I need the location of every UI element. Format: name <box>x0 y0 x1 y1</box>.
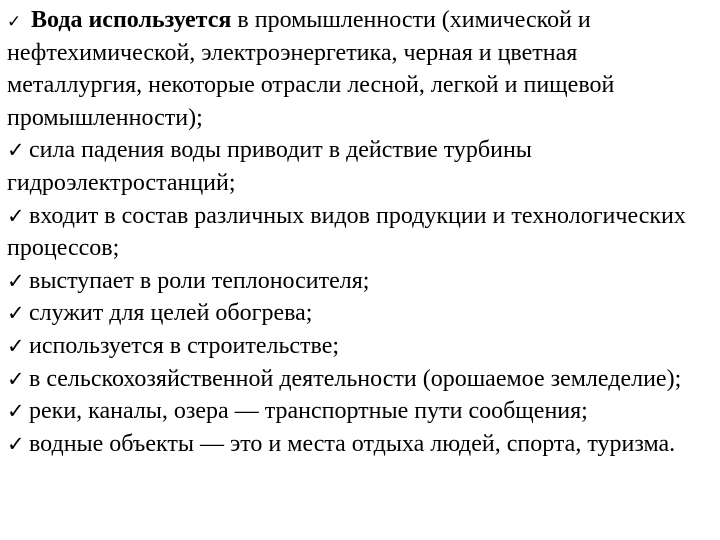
list-item <box>7 363 712 396</box>
list-item <box>7 395 712 428</box>
checkmark-icon: ✓ <box>7 12 22 32</box>
item-text: в сельскохозяйственной деятельности (орошаемое земледелие); <box>29 365 682 392</box>
checkmark-icon: ✓ <box>7 366 25 391</box>
list-item <box>7 134 712 199</box>
checkmark-icon: ✓ <box>7 203 25 228</box>
checkmark-icon: ✓ <box>7 399 25 424</box>
checkmark-icon: ✓ <box>7 333 25 358</box>
list-item <box>7 4 712 134</box>
list-item <box>7 330 712 363</box>
list-item <box>7 428 712 461</box>
checkmark-icon: ✓ <box>7 268 25 293</box>
checkmark-icon: ✓ <box>7 301 25 326</box>
list-item <box>7 265 712 298</box>
item-text: в промышленности (химической и нефтехимической, электроэнергетика, черная и цветная металлургия, некоторые отрасли лесной, легкой и пищевой промышленности); <box>7 7 615 131</box>
item-bold-lead: Вода используется <box>31 7 232 33</box>
item-text: сила падения воды приводит в действие турбины гидроэлектростанций; <box>7 137 532 196</box>
list-item <box>7 200 712 265</box>
bullet-list <box>7 4 712 460</box>
item-text: водные объекты — это и места отдыха людей, спорта, туризма. <box>29 430 676 457</box>
item-text: служит для целей обогрева; <box>29 300 313 327</box>
checkmark-icon: ✓ <box>7 138 25 163</box>
item-text: входит в состав различных видов продукции и технологических процессов; <box>7 202 686 262</box>
item-text: выступает в роли теплоносителя; <box>29 267 370 294</box>
item-text: используется в строительстве; <box>29 332 340 359</box>
checkmark-icon: ✓ <box>7 431 25 456</box>
list-item <box>7 297 712 330</box>
item-text: реки, каналы, озера — транспортные пути сообщения; <box>29 398 588 425</box>
